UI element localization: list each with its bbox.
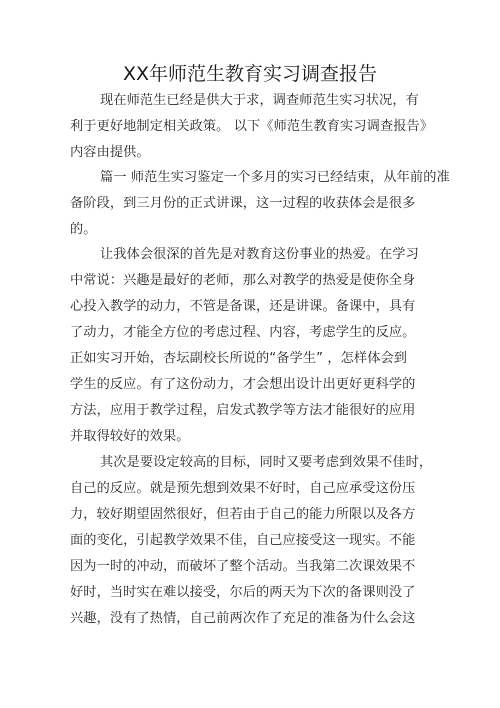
paragraph-line: 其次是要设定较高的目标，同时又要考虑到效果不佳时， [100, 455, 433, 470]
paragraph-line: 正如实习开始，杏坛副校长所说的“备学生” ，怎样体会到 [70, 351, 408, 366]
paragraph-line: 让我体会很深的首先是对教育这份事业的热爱。在学习 [100, 247, 419, 262]
paragraph-line: 中常说：兴趣是最好的老师，那么对教学的热爱是使你全身 [70, 273, 416, 288]
paragraph-line: 兴趣，没有了热情，自己前两次作了充足的准备为什么会这 [70, 611, 416, 626]
paragraph-line: 自己的反应。就是预先想到效果不好时，自己应承受这份压 [70, 481, 416, 496]
paragraph-line: 因为一时的冲动，而破坏了整个活动。当我第二次课效果不 [70, 559, 416, 574]
paragraph-line: 现在师范生已经是供大于求，调查师范生实习状况，有 [100, 93, 419, 108]
paragraph-line: 力，较好期望固然很好，但若由于自己的能力所限以及各方 [70, 507, 416, 522]
paragraph-line: 心投入教学的动力，不管是备课，还是讲课。备课中，具有 [70, 299, 416, 314]
paragraph-line: 备阶段，到三月份的正式讲课，这一过程的收获体会是很多 [70, 196, 416, 211]
paragraph-line: 利于更好地制定相关政策。 以下《师范生教育实习调查报告》 [70, 119, 434, 134]
paragraph-line: 内容由提供。 [70, 145, 150, 160]
paragraph-line: 好时，当时实在难以接受，尔后的两天为下次的备课则没了 [70, 585, 416, 600]
document-title: XX年师范生教育实习调查报告 [122, 63, 378, 85]
paragraph-line: 学生的反应。有了这份动力，才会想出设计出更好更科学的 [70, 377, 416, 392]
paragraph-line: 篇一 师范生实习鉴定一个多月的实习已经结束，从年前的准 [100, 170, 450, 185]
paragraph-line: 并取得较好的效果。 [70, 429, 190, 444]
paragraph-line: 的。 [70, 222, 97, 237]
paragraph-line: 方法，应用于教学过程，启发式教学等方法才能很好的应用 [70, 403, 416, 418]
paragraph-line: 面的变化，引起教学效果不佳，自己应接受这一现实。不能 [70, 533, 416, 548]
paragraph-line: 了动力，才能全方位的考虑过程、内容，考虑学生的反应。 [70, 325, 416, 340]
